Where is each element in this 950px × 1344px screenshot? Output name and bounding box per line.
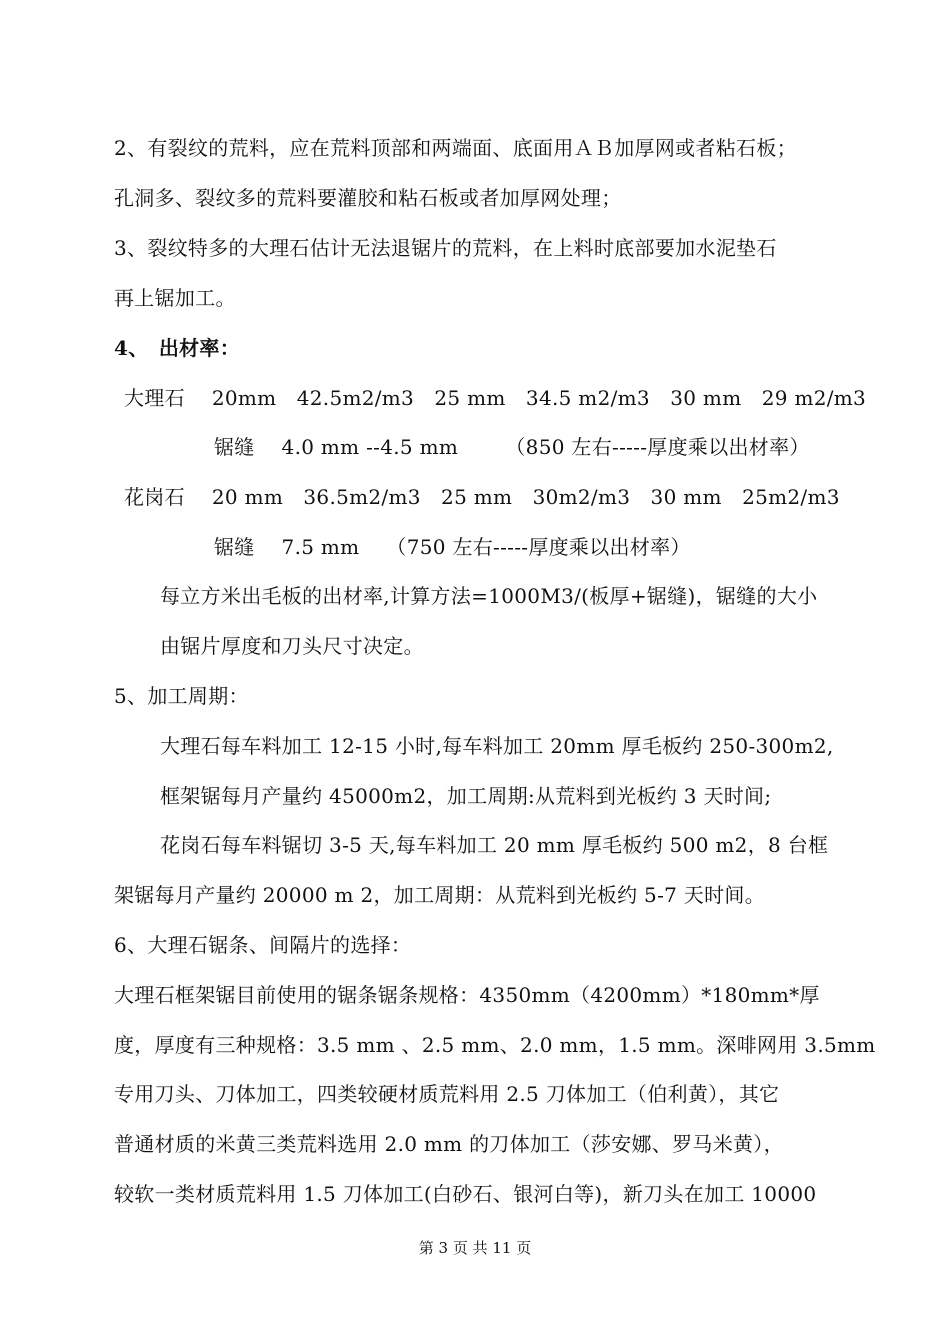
page-footer: 第 3 页 共 11 页: [418, 1239, 532, 1257]
section-heading: 4、 出材率：: [114, 336, 241, 360]
paragraph-line: 孔洞多、裂纹多的荒料要灌胶和粘石板或者加厚网处理；: [114, 186, 622, 210]
paragraph-line: 框架锯每月产量约 45000m2，加工周期:从荒料到光板约 3 天时间;: [160, 784, 772, 808]
paragraph-line: 度，厚度有三种规格：3.5 mm 、2.5 mm、2.0 mm，1.5 mm。深啡网用 3.5mm: [114, 1033, 876, 1057]
section-heading: 5、加工周期：: [114, 684, 249, 708]
paragraph-line: 每立方米出毛板的出材率,计算方法=1000M3/(板厚+锯缝)，锯缝的大小: [160, 584, 818, 608]
table-row-granite: 花岗石 20 mm 36.5m2/m3 25 mm 30m2/m3 30 mm 25m2/m3: [124, 485, 840, 509]
paragraph-line: 2、有裂纹的荒料，应在荒料顶部和两端面、底面用ＡＢ加厚网或者粘石板；: [114, 136, 797, 160]
table-row-granite-kerf: 锯缝 7.5 mm （750 左右-----厚度乘以出材率）: [214, 535, 691, 559]
paragraph-line: 较软一类材质荒料用 1.5 刀体加工(白砂石、银河白等)，新刀头在加工 10000: [114, 1182, 817, 1206]
paragraph-line: 再上锯加工。: [114, 286, 236, 310]
table-row-marble-kerf: 锯缝 4.0 mm --4.5 mm （850 左右-----厚度乘以出材率）: [214, 435, 810, 459]
paragraph-line: 普通材质的米黄三类荒料选用 2.0 mm 的刀体加工（莎安娜、罗马米黄），: [114, 1132, 784, 1156]
paragraph-line: 架锯每月产量约 20000 m 2，加工周期：从荒料到光板约 5-7 天时间。: [114, 883, 766, 907]
paragraph-line: 由锯片厚度和刀头尺寸决定。: [160, 634, 424, 658]
paragraph-line: 花岗石每车料锯切 3-5 天,每车料加工 20 mm 厚毛板约 500 m2，8 台框: [160, 833, 829, 857]
paragraph-line: 专用刀头、刀体加工，四类较硬材质荒料用 2.5 刀体加工（伯利黄），其它: [114, 1082, 780, 1106]
table-row-marble: 大理石 20mm 42.5m2/m3 25 mm 34.5 m2/m3 30 mm 29 m2/m3: [124, 386, 867, 410]
paragraph-line: 大理石框架锯目前使用的锯条锯条规格：4350mm（4200mm）*180mm*厚: [114, 983, 820, 1007]
paragraph-line: 3、裂纹特多的大理石估计无法退锯片的荒料，在上料时底部要加水泥垫石: [114, 236, 777, 260]
paragraph-line: 大理石每车料加工 12-15 小时,每车料加工 20mm 厚毛板约 250-300m2,: [160, 734, 834, 758]
section-heading: 6、大理石锯条、间隔片的选择：: [114, 933, 412, 957]
